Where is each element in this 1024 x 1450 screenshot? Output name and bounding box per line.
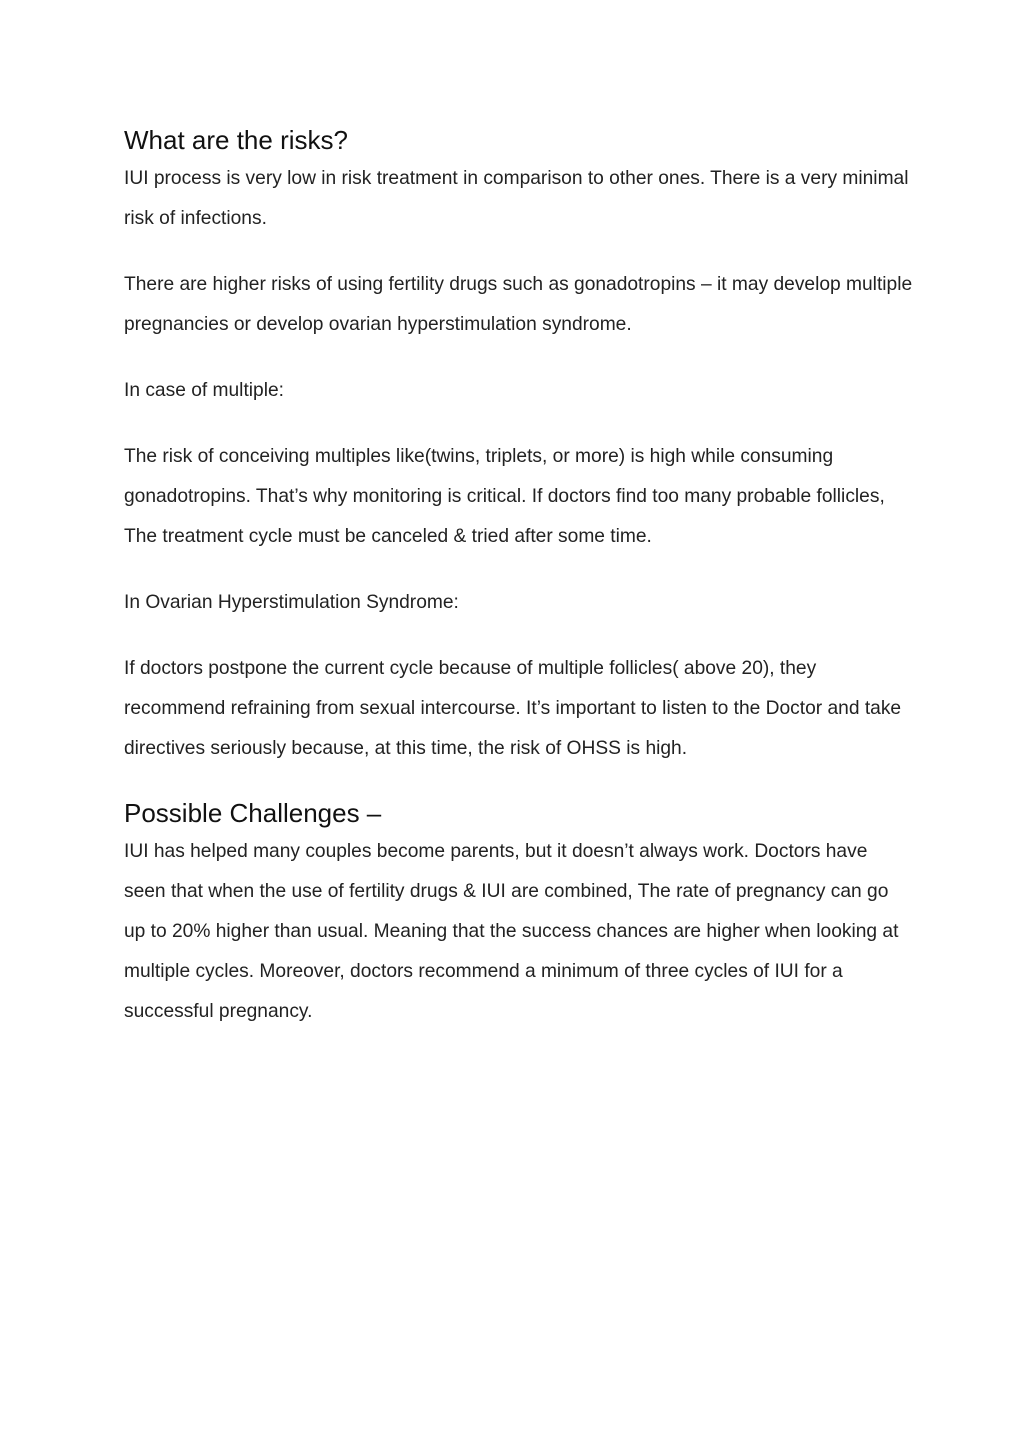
paragraph-fertility-drugs: There are higher risks of using fertility drugs such as gonadotropins – it may develop multiple pregnancies or develop ovarian hyperstimulation syndrome.: [124, 274, 913, 335]
paragraph-challenges: IUI has helped many couples become parents, but it doesn’t always work. Doctors have seen that when the use of fertility drugs & IUI are combined, The rate of pregnancy can go up to 20% higher than usual. Meaning that the success chances are higher when looking at multiple cycles. Moreover, doctors recommend a minimum of three cycles of IUI for a successful pregnancy.: [124, 841, 899, 1022]
paragraph-case-multiple: In case of multiple:: [124, 380, 284, 401]
paragraph-ohss-title: In Ovarian Hyperstimulation Syndrome:: [124, 592, 459, 613]
document-body: [124, 121, 914, 1032]
paragraph-multiples-risk: The risk of conceiving multiples like(twins, triplets, or more) is high while consuming gonadotropins. That’s why monitoring is critical. If doctors find too many probable follicles, The treatment cycle must be canceled & tried after some time.: [124, 446, 885, 547]
section-heading-challenges: Possible Challenges –: [124, 798, 382, 828]
paragraph-low-risk: IUI process is very low in risk treatment in comparison to other ones. There is a very minimal risk of infections.: [124, 168, 909, 229]
paragraph-ohss-detail: If doctors postpone the current cycle because of multiple follicles( above 20), they recommend refraining from sexual intercourse. It’s important to listen to the Doctor and take directives seriously because, at this time, the risk of OHSS is high.: [124, 658, 902, 759]
section-heading-risks: What are the risks?: [124, 125, 348, 155]
